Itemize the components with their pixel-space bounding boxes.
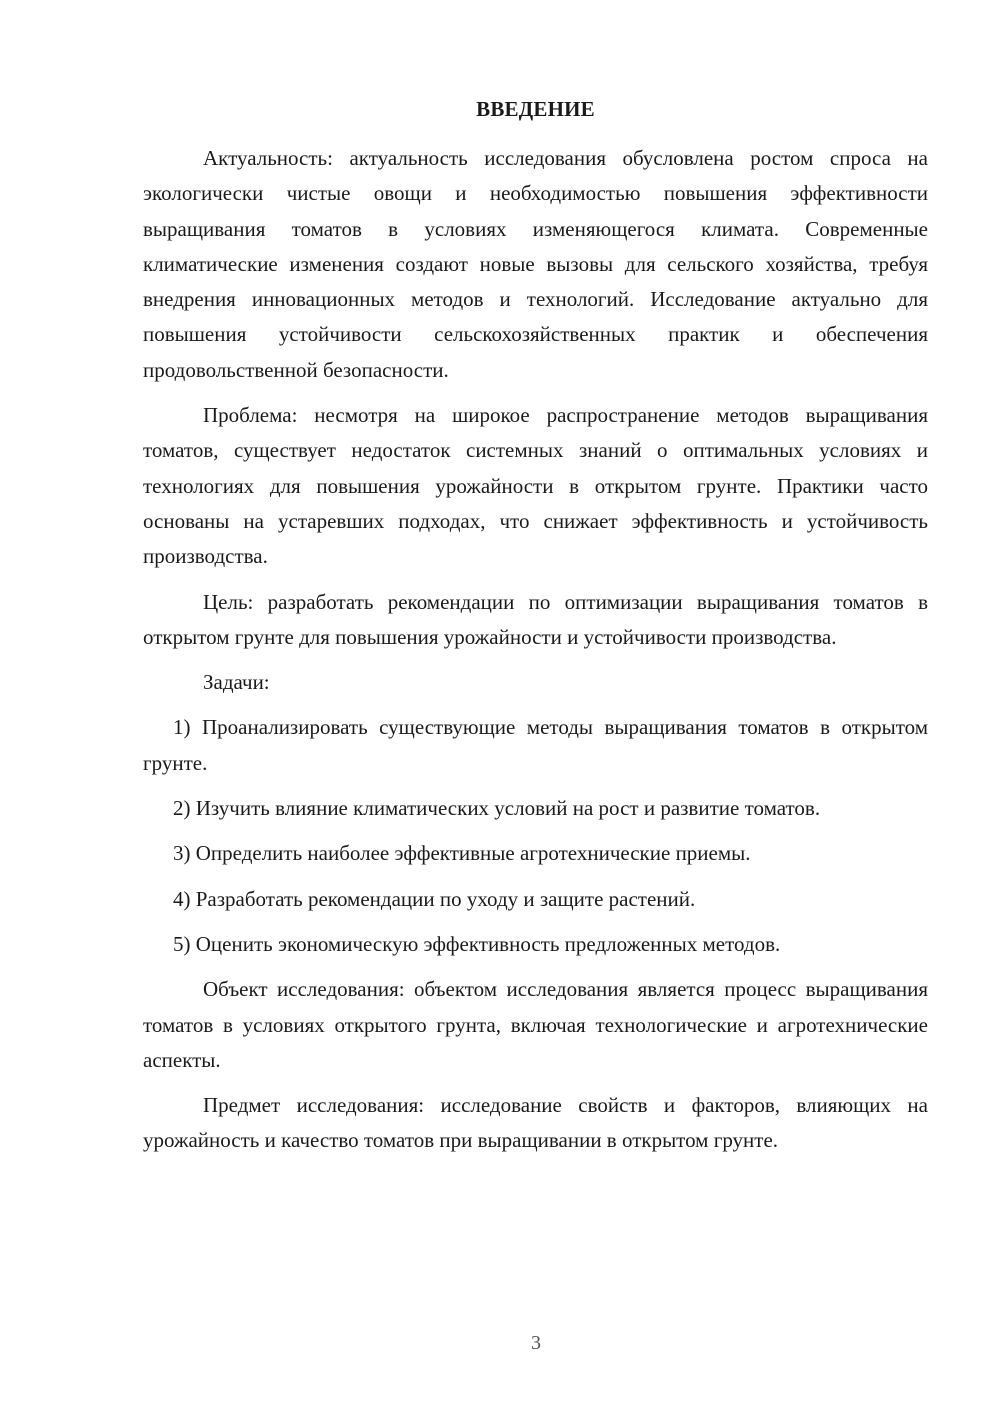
paragraph-goal: Цель: разработать рекомендации по оптимизации выращивания томатов в открытом грунте для повышения урожайности и устойчивости производства. [143, 589, 928, 649]
list-item: 1) Проанализировать существующие методы выращивания томатов в открытом грунте. [143, 715, 928, 775]
document-page [143, 92, 928, 1169]
list-item: 3) Определить наиболее эффективные агротехнические приемы. [173, 841, 751, 866]
paragraph-object: Объект исследования: объектом исследования является процесс выращивания томатов в условиях открытого грунта, включая технологические и агротехнические аспекты. [143, 977, 928, 1072]
list-item: 5) Оценить экономическую эффективность предложенных методов. [173, 931, 781, 956]
paragraph-subject: Предмет исследования: исследование свойств и факторов, влияющих на урожайность и качество томатов при выращивании в открытом грунте. [143, 1093, 928, 1153]
paragraph-relevance: Актуальность: актуальность исследования обусловлена ростом спроса на экологически чистые овощи и необходимостью повышения эффективности выращивания томатов в условиях изменяющегося климата. Современные климатические изменения создают новые вызовы для сельского хозяйства, требуя внедрения инновационных методов и технологий. Исследование актуально для повышения устойчивости сельскохозяйственных практик и обеспечения продовольственной безопасности. [143, 146, 928, 382]
paragraph-problem: Проблема: несмотря на широкое распространение методов выращивания томатов, существует недостаток системных знаний о оптимальных условиях и технологиях для повышения урожайности в открытом грунте. Практики часто основаны на устаревших подходах, что снижает эффективность и устойчивость производства. [143, 403, 928, 569]
page-number: 3 [531, 1332, 541, 1354]
list-item: 2) Изучить влияние климатических условий на рост и развитие томатов. [173, 796, 821, 821]
page-title: ВВЕДЕНИЕ [476, 97, 595, 121]
tasks-label: Задачи: [203, 670, 270, 695]
tasks-list [143, 710, 928, 962]
list-item: 4) Разработать рекомендации по уходу и защите растений. [173, 886, 696, 911]
